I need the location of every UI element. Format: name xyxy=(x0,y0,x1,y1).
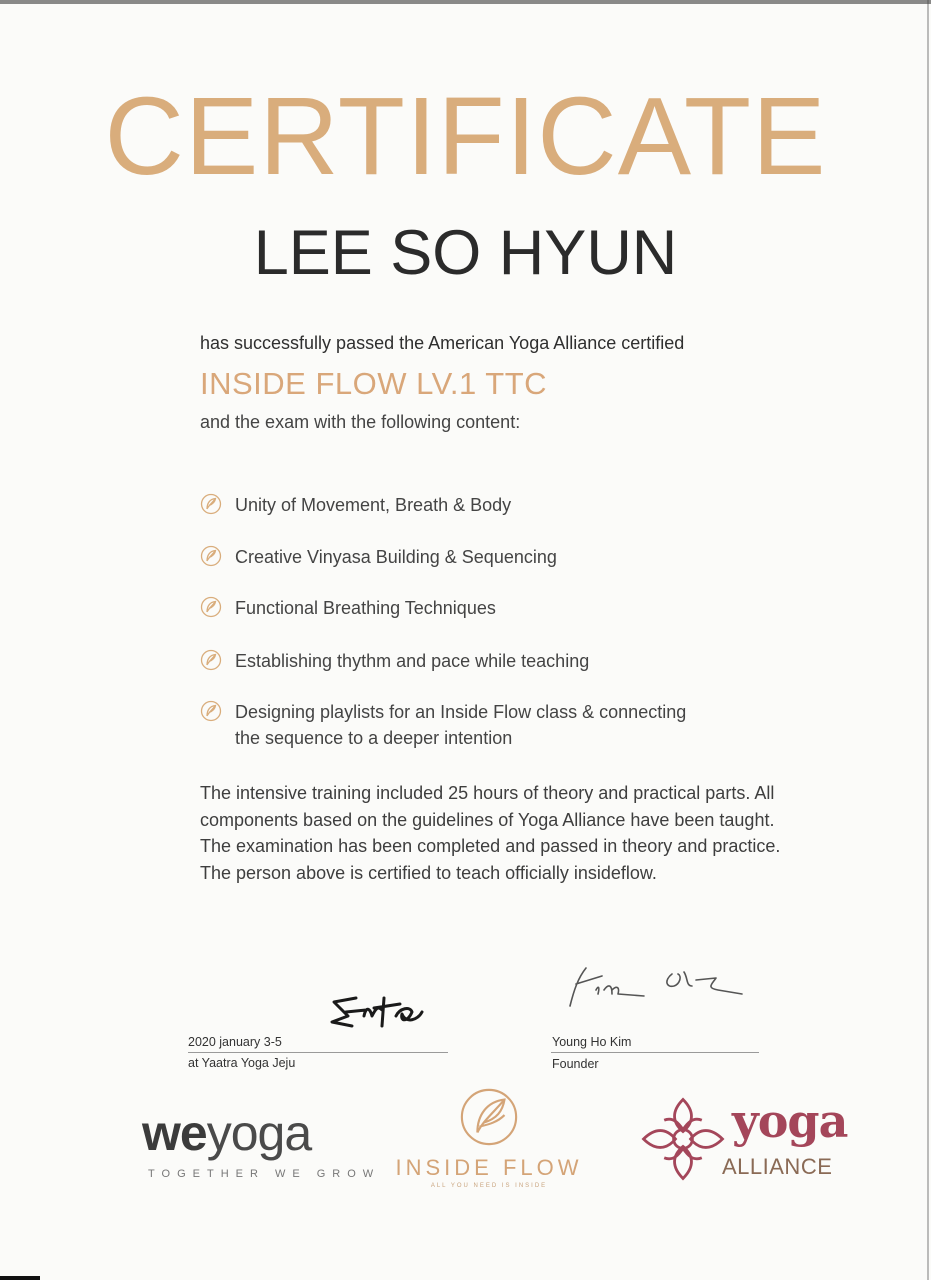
training-place: at Yaatra Yoga Jeju xyxy=(188,1056,296,1070)
list-item-label: Unity of Movement, Breath & Body xyxy=(235,495,512,515)
sub-text: and the exam with the following content: xyxy=(200,412,521,432)
scan-edge-top xyxy=(0,0,931,4)
scan-edge-bottom xyxy=(0,1276,40,1280)
lead-text: has successfully passed the American Yoga Alliance certified xyxy=(200,333,685,353)
founder-name: Young Ho Kim xyxy=(552,1035,632,1049)
list-item-label: Functional Breathing Techniques xyxy=(235,598,496,618)
signature-line-left xyxy=(188,1052,448,1053)
list-item xyxy=(200,595,705,621)
yoga-alliance-logo xyxy=(636,1092,856,1192)
signature-young-ho-kim xyxy=(556,960,766,1022)
yoga-alliance-flower-icon xyxy=(636,1092,730,1186)
leaf-icon xyxy=(200,649,222,671)
body-paragraph: The intensive training included 25 hours of theory and practical parts. All components based on the guidelines of Yoga Alliance have been taught. The examination has been completed and passed in theory and practice. The person above is certified to teach officially insideflow. xyxy=(200,783,781,883)
weyoga-wordmark xyxy=(142,1105,380,1161)
insideflow-leaf-icon xyxy=(458,1086,520,1148)
signature-erika xyxy=(326,986,456,1056)
leaf-icon xyxy=(200,493,222,515)
leaf-icon xyxy=(200,596,222,618)
founder-role: Founder xyxy=(552,1057,599,1071)
weyoga-tagline: TOGETHER WE GROW xyxy=(148,1168,381,1180)
weyoga-rest: yoga xyxy=(206,1105,312,1161)
signature-line-right xyxy=(551,1052,759,1053)
list-item xyxy=(200,544,705,570)
scan-edge-right xyxy=(927,0,929,1280)
insideflow-wordmark: INSIDE FLOW xyxy=(395,1155,583,1180)
insideflow-logo xyxy=(394,1086,584,1189)
training-date: 2020 january 3-5 xyxy=(188,1035,282,1049)
list-item xyxy=(200,699,705,751)
list-item xyxy=(200,492,705,518)
insideflow-tagline: ALL YOU NEED IS INSIDE xyxy=(430,1183,548,1189)
list-item-label: Designing playlists for an Inside Flow class & connecting the sequence to a deeper intention xyxy=(235,702,687,748)
leaf-icon xyxy=(200,700,222,722)
leaf-icon xyxy=(200,545,222,567)
weyoga-bold: we xyxy=(142,1105,207,1161)
list-item-label: Creative Vinyasa Building & Sequencing xyxy=(235,547,557,567)
certificate-title: CERTIFICATE xyxy=(104,75,827,198)
weyoga-logo xyxy=(142,1105,381,1180)
list-item xyxy=(200,648,705,674)
list-item-label: Establishing thythm and pace while teaching xyxy=(235,651,590,671)
yoga-alliance-alliance: ALLIANCE xyxy=(722,1154,833,1179)
recipient-name: LEE SO HYUN xyxy=(253,218,678,288)
yoga-alliance-yoga: yoga xyxy=(732,1094,848,1148)
course-name: INSIDE FLOW LV.1 TTC xyxy=(200,366,548,401)
